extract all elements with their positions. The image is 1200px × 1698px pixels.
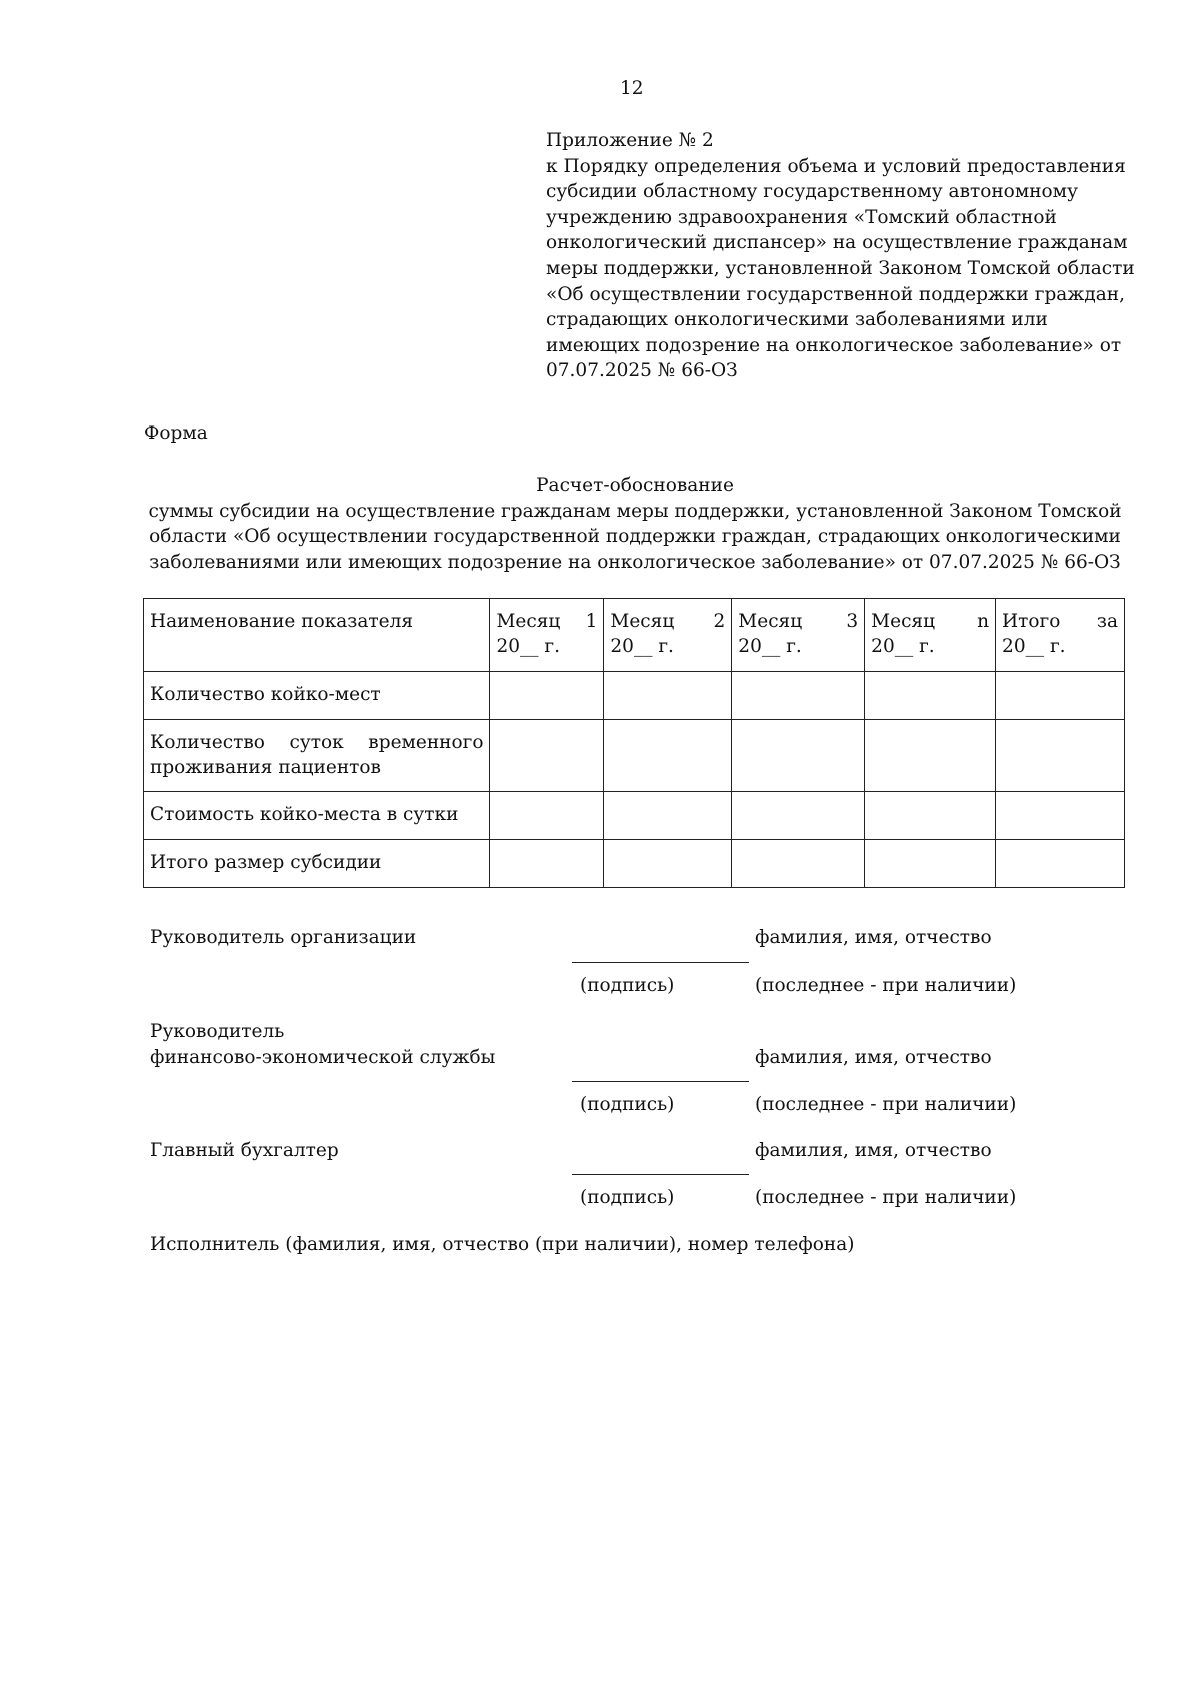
sign-caption: (подпись) [580, 1187, 675, 1208]
note-caption: (последнее - при наличии) [755, 975, 1017, 996]
table-cell [604, 672, 732, 720]
header-month-1 [490, 599, 604, 672]
table-row [144, 840, 1125, 888]
table-cell [996, 672, 1125, 720]
header-word: Месяц [610, 611, 675, 632]
header-year: 20__ г. [738, 636, 802, 657]
table-row [144, 792, 1125, 840]
page-number: 12 [620, 78, 644, 99]
header-total [996, 599, 1125, 672]
table-cell [865, 720, 996, 792]
appendix-note [546, 128, 1135, 384]
table-cell [996, 792, 1125, 840]
executor-label: Исполнитель (фамилия, имя, отчество (при наличии), номер телефона) [150, 1234, 855, 1255]
appendix-line: меры поддержки, установленной Законом Томской области [546, 257, 1135, 279]
header-num: 3 [846, 611, 859, 632]
table-cell [996, 720, 1125, 792]
finance-label-2: финансово-экономической службы [150, 1047, 496, 1068]
document-title [140, 473, 1130, 575]
table-cell [996, 840, 1125, 888]
fio-label: фамилия, имя, отчество [755, 927, 992, 948]
table-cell [490, 792, 604, 840]
fio-label: фамилия, имя, отчество [755, 1140, 992, 1161]
appendix-line: страдающих онкологическими заболеваниями или [546, 309, 1048, 331]
appendix-line: онкологический диспансер» на осуществление гражданам [546, 232, 1128, 254]
table-row [144, 672, 1125, 720]
appendix-line: Приложение № 2 [546, 130, 714, 151]
calculation-table [143, 598, 1125, 888]
row-label: Стоимость койко-места в сутки [144, 792, 490, 840]
table-cell [732, 720, 865, 792]
signature-line [572, 962, 749, 963]
header-month-2 [604, 599, 732, 672]
header-year: 20__ г. [1002, 636, 1066, 657]
table-cell [604, 792, 732, 840]
table-row [144, 720, 1125, 792]
table-header-row [144, 599, 1125, 672]
header-num: за [1096, 611, 1118, 632]
header-word: Месяц [871, 611, 935, 632]
title-line: заболеваниями или имеющих подозрение на онкологическое заболевание» от 07.07.2025 № 66-ОЗ [149, 551, 1121, 573]
title-heading: Расчет-обоснование [536, 475, 734, 496]
header-num: 2 [713, 611, 726, 632]
row-label: Количество суток временного проживания пациентов [144, 720, 490, 792]
table-cell [732, 840, 865, 888]
header-month-n [865, 599, 996, 672]
title-line: суммы субсидии на осуществление гражданам меры поддержки, установленной Законом Томской [148, 500, 1122, 522]
sign-caption: (подпись) [580, 1094, 675, 1115]
appendix-line: субсидии областному государственному автономному [546, 181, 1078, 203]
table-cell [865, 672, 996, 720]
row-label: Итого размер субсидии [144, 840, 490, 888]
table-cell [604, 840, 732, 888]
appendix-line: 07.07.2025 № 66-ОЗ [546, 360, 738, 382]
signature-line [572, 1174, 749, 1175]
note-caption: (последнее - при наличии) [755, 1187, 1017, 1208]
form-label: Форма [144, 423, 208, 444]
table-cell [865, 840, 996, 888]
header-num: n [977, 611, 990, 632]
header-indicator: Наименование показателя [144, 599, 490, 672]
header-word: Месяц [738, 611, 803, 632]
row-label: Количество койко-мест [144, 672, 490, 720]
table-cell [490, 720, 604, 792]
header-year: 20__ г. [871, 636, 935, 657]
appendix-line: «Об осуществлении государственной поддержки граждан, [546, 283, 1125, 305]
title-line: области «Об осуществлении государственной поддержки граждан, страдающих онкологическими [149, 526, 1121, 548]
appendix-line: учреждению здравоохранения «Томский областной [546, 206, 1057, 228]
table-cell [865, 792, 996, 840]
header-month-3 [732, 599, 865, 672]
appendix-line: к Порядку определения объема и условий предоставления [546, 155, 1126, 177]
header-word: Итого [1002, 611, 1061, 632]
head-label: Руководитель организации [150, 927, 417, 948]
table-cell [604, 720, 732, 792]
table-cell [490, 840, 604, 888]
header-year: 20__ г. [610, 636, 674, 657]
signature-line [572, 1081, 749, 1082]
finance-label-1: Руководитель [150, 1021, 285, 1042]
note-caption: (последнее - при наличии) [755, 1094, 1017, 1115]
fio-label: фамилия, имя, отчество [755, 1047, 992, 1068]
header-word: Месяц [496, 611, 561, 632]
table-cell [732, 672, 865, 720]
header-num: 1 [585, 611, 598, 632]
accountant-label: Главный бухгалтер [150, 1140, 339, 1161]
appendix-line: имеющих подозрение на онкологическое заболевание» от [546, 334, 1122, 356]
table-cell [732, 792, 865, 840]
table-cell [490, 672, 604, 720]
sign-caption: (подпись) [580, 975, 675, 996]
header-year: 20__ г. [496, 636, 560, 657]
